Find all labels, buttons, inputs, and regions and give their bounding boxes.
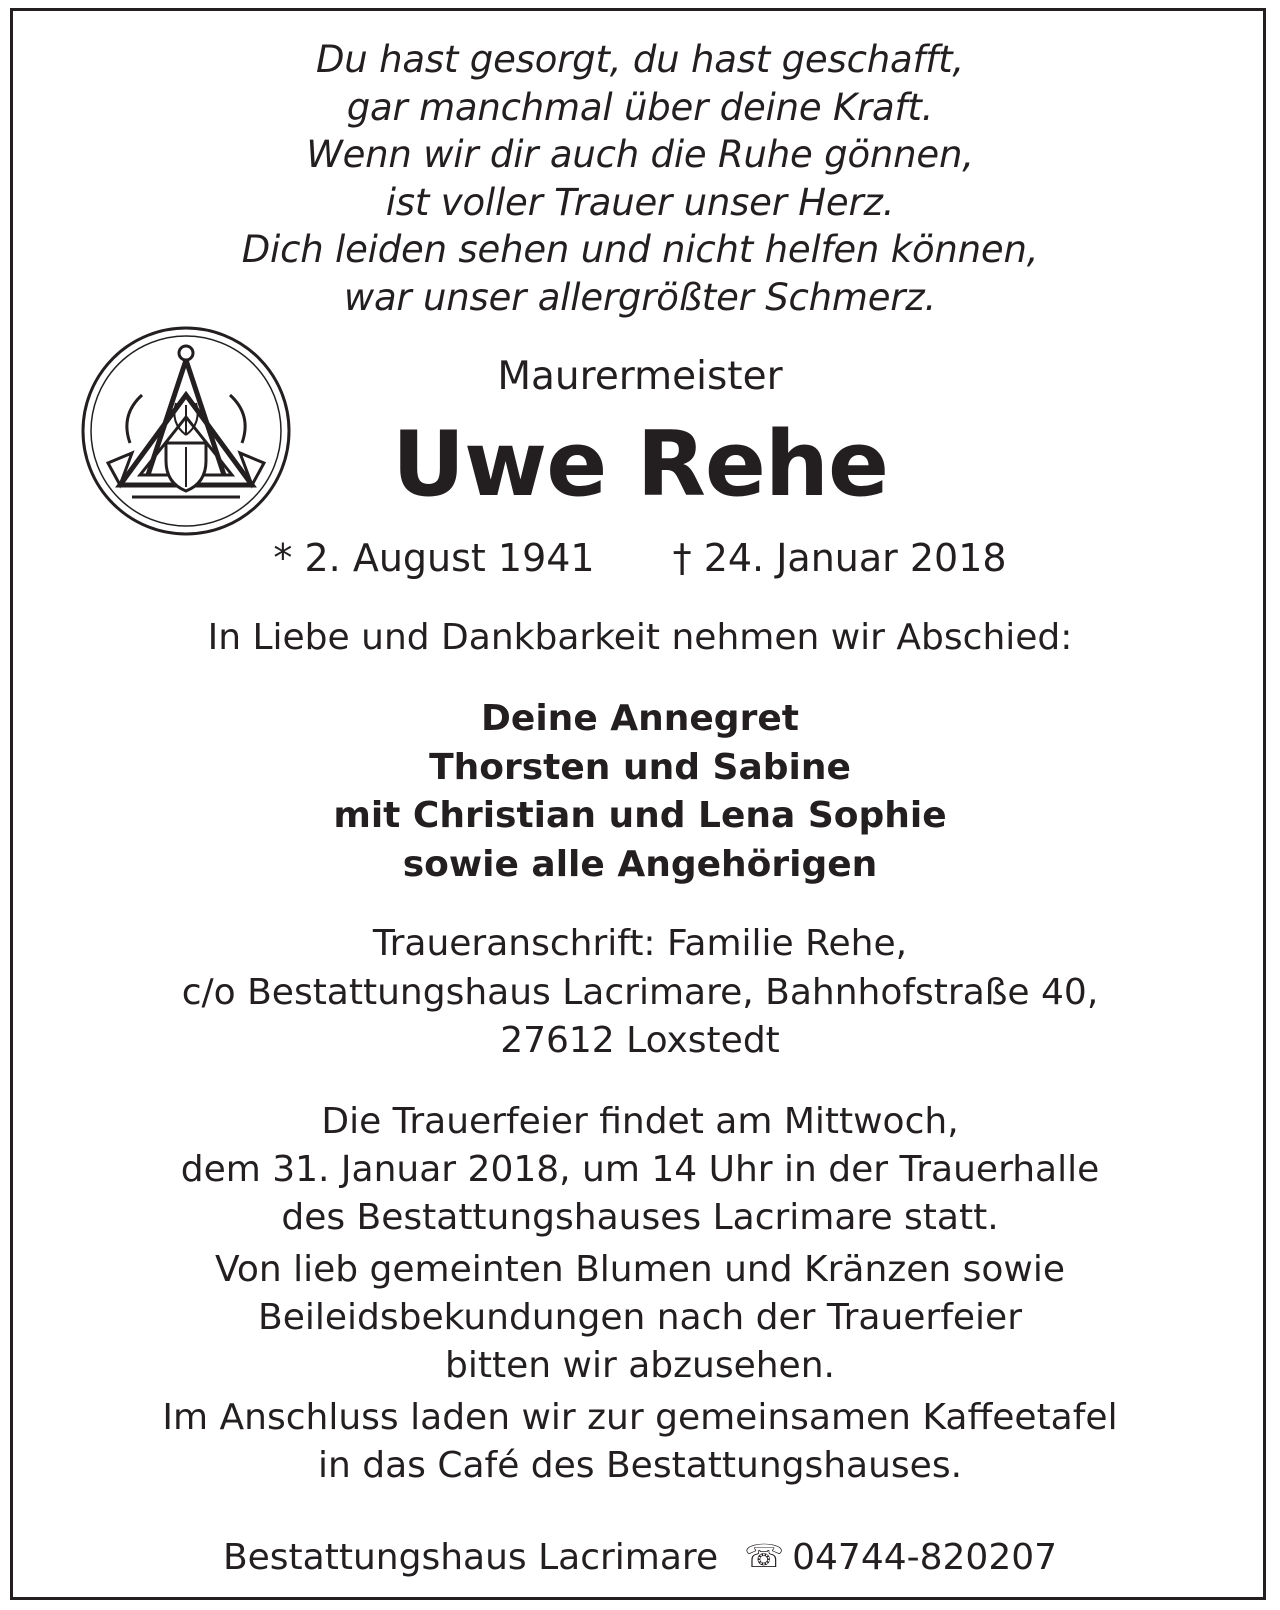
address-line: Traueranschrift: Familie Rehe, xyxy=(372,923,908,964)
flowers-line: Beileidsbekundungen nach der Trauerfeier xyxy=(258,1297,1022,1338)
poem-line: war unser allergrößter Schmerz. xyxy=(343,275,937,319)
deceased-name: Uwe Rehe xyxy=(391,412,889,517)
family-list xyxy=(0,695,1280,889)
ceremony-paragraph xyxy=(0,1098,1280,1242)
ceremony-line: Die Trauerfeier findet am Mittwoch, xyxy=(321,1101,959,1142)
profession-title: Maurermeister xyxy=(497,354,783,399)
flowers-paragraph xyxy=(0,1246,1280,1390)
telephone-icon: ☏ xyxy=(744,1537,785,1575)
coffee-line: in das Café des Bestattungshauses. xyxy=(317,1445,963,1486)
coffee-paragraph xyxy=(0,1394,1280,1490)
coffee-line: Im Anschluss laden wir zur gemeinsamen Kaffeetafel xyxy=(162,1397,1118,1438)
address-line: c/o Bestattungshaus Lacrimare, Bahnhofstraße 40, xyxy=(181,971,1099,1013)
poem-line: Du hast gesorgt, du hast geschafft, xyxy=(316,38,964,81)
family-line: Thorsten und Sabine xyxy=(429,746,851,788)
funeral-home-footer xyxy=(0,1532,1280,1582)
poem-line: gar manchmal über deine Kraft. xyxy=(346,85,934,129)
mourning-address xyxy=(0,920,1280,1066)
funeral-info xyxy=(0,1098,1280,1494)
poem-line: ist voller Trauer unser Herz. xyxy=(385,180,895,224)
farewell-intro: In Liebe und Dankbarkeit nehmen wir Abschied: xyxy=(207,617,1073,658)
life-dates xyxy=(0,533,1280,583)
family-line: Deine Annegret xyxy=(481,698,799,739)
birth-date: * 2. August 1941 xyxy=(273,536,595,580)
family-line: mit Christian und Lena Sophie xyxy=(333,795,947,836)
phone-number: 04744-820207 xyxy=(792,1537,1058,1578)
family-line: sowie alle Angehörigen xyxy=(402,843,878,885)
poem-line: Dich leiden sehen und nicht helfen können, xyxy=(241,228,1039,271)
poem-line: Wenn wir dir auch die Ruhe gönnen, xyxy=(306,133,974,176)
flowers-line: bitten wir abzusehen. xyxy=(445,1345,835,1386)
ceremony-line: dem 31. Januar 2018, um 14 Uhr in der Trauerhalle xyxy=(180,1149,1100,1190)
ceremony-line: des Bestattungshauses Lacrimare statt. xyxy=(281,1197,999,1238)
address-line: 27612 Loxstedt xyxy=(500,1020,780,1061)
death-date: † 24. Januar 2018 xyxy=(672,536,1007,580)
funeral-home-name: Bestattungshaus Lacrimare xyxy=(222,1537,719,1578)
poem xyxy=(0,36,1280,321)
flowers-line: Von lieb gemeinten Blumen und Kränzen sowie xyxy=(214,1249,1065,1290)
